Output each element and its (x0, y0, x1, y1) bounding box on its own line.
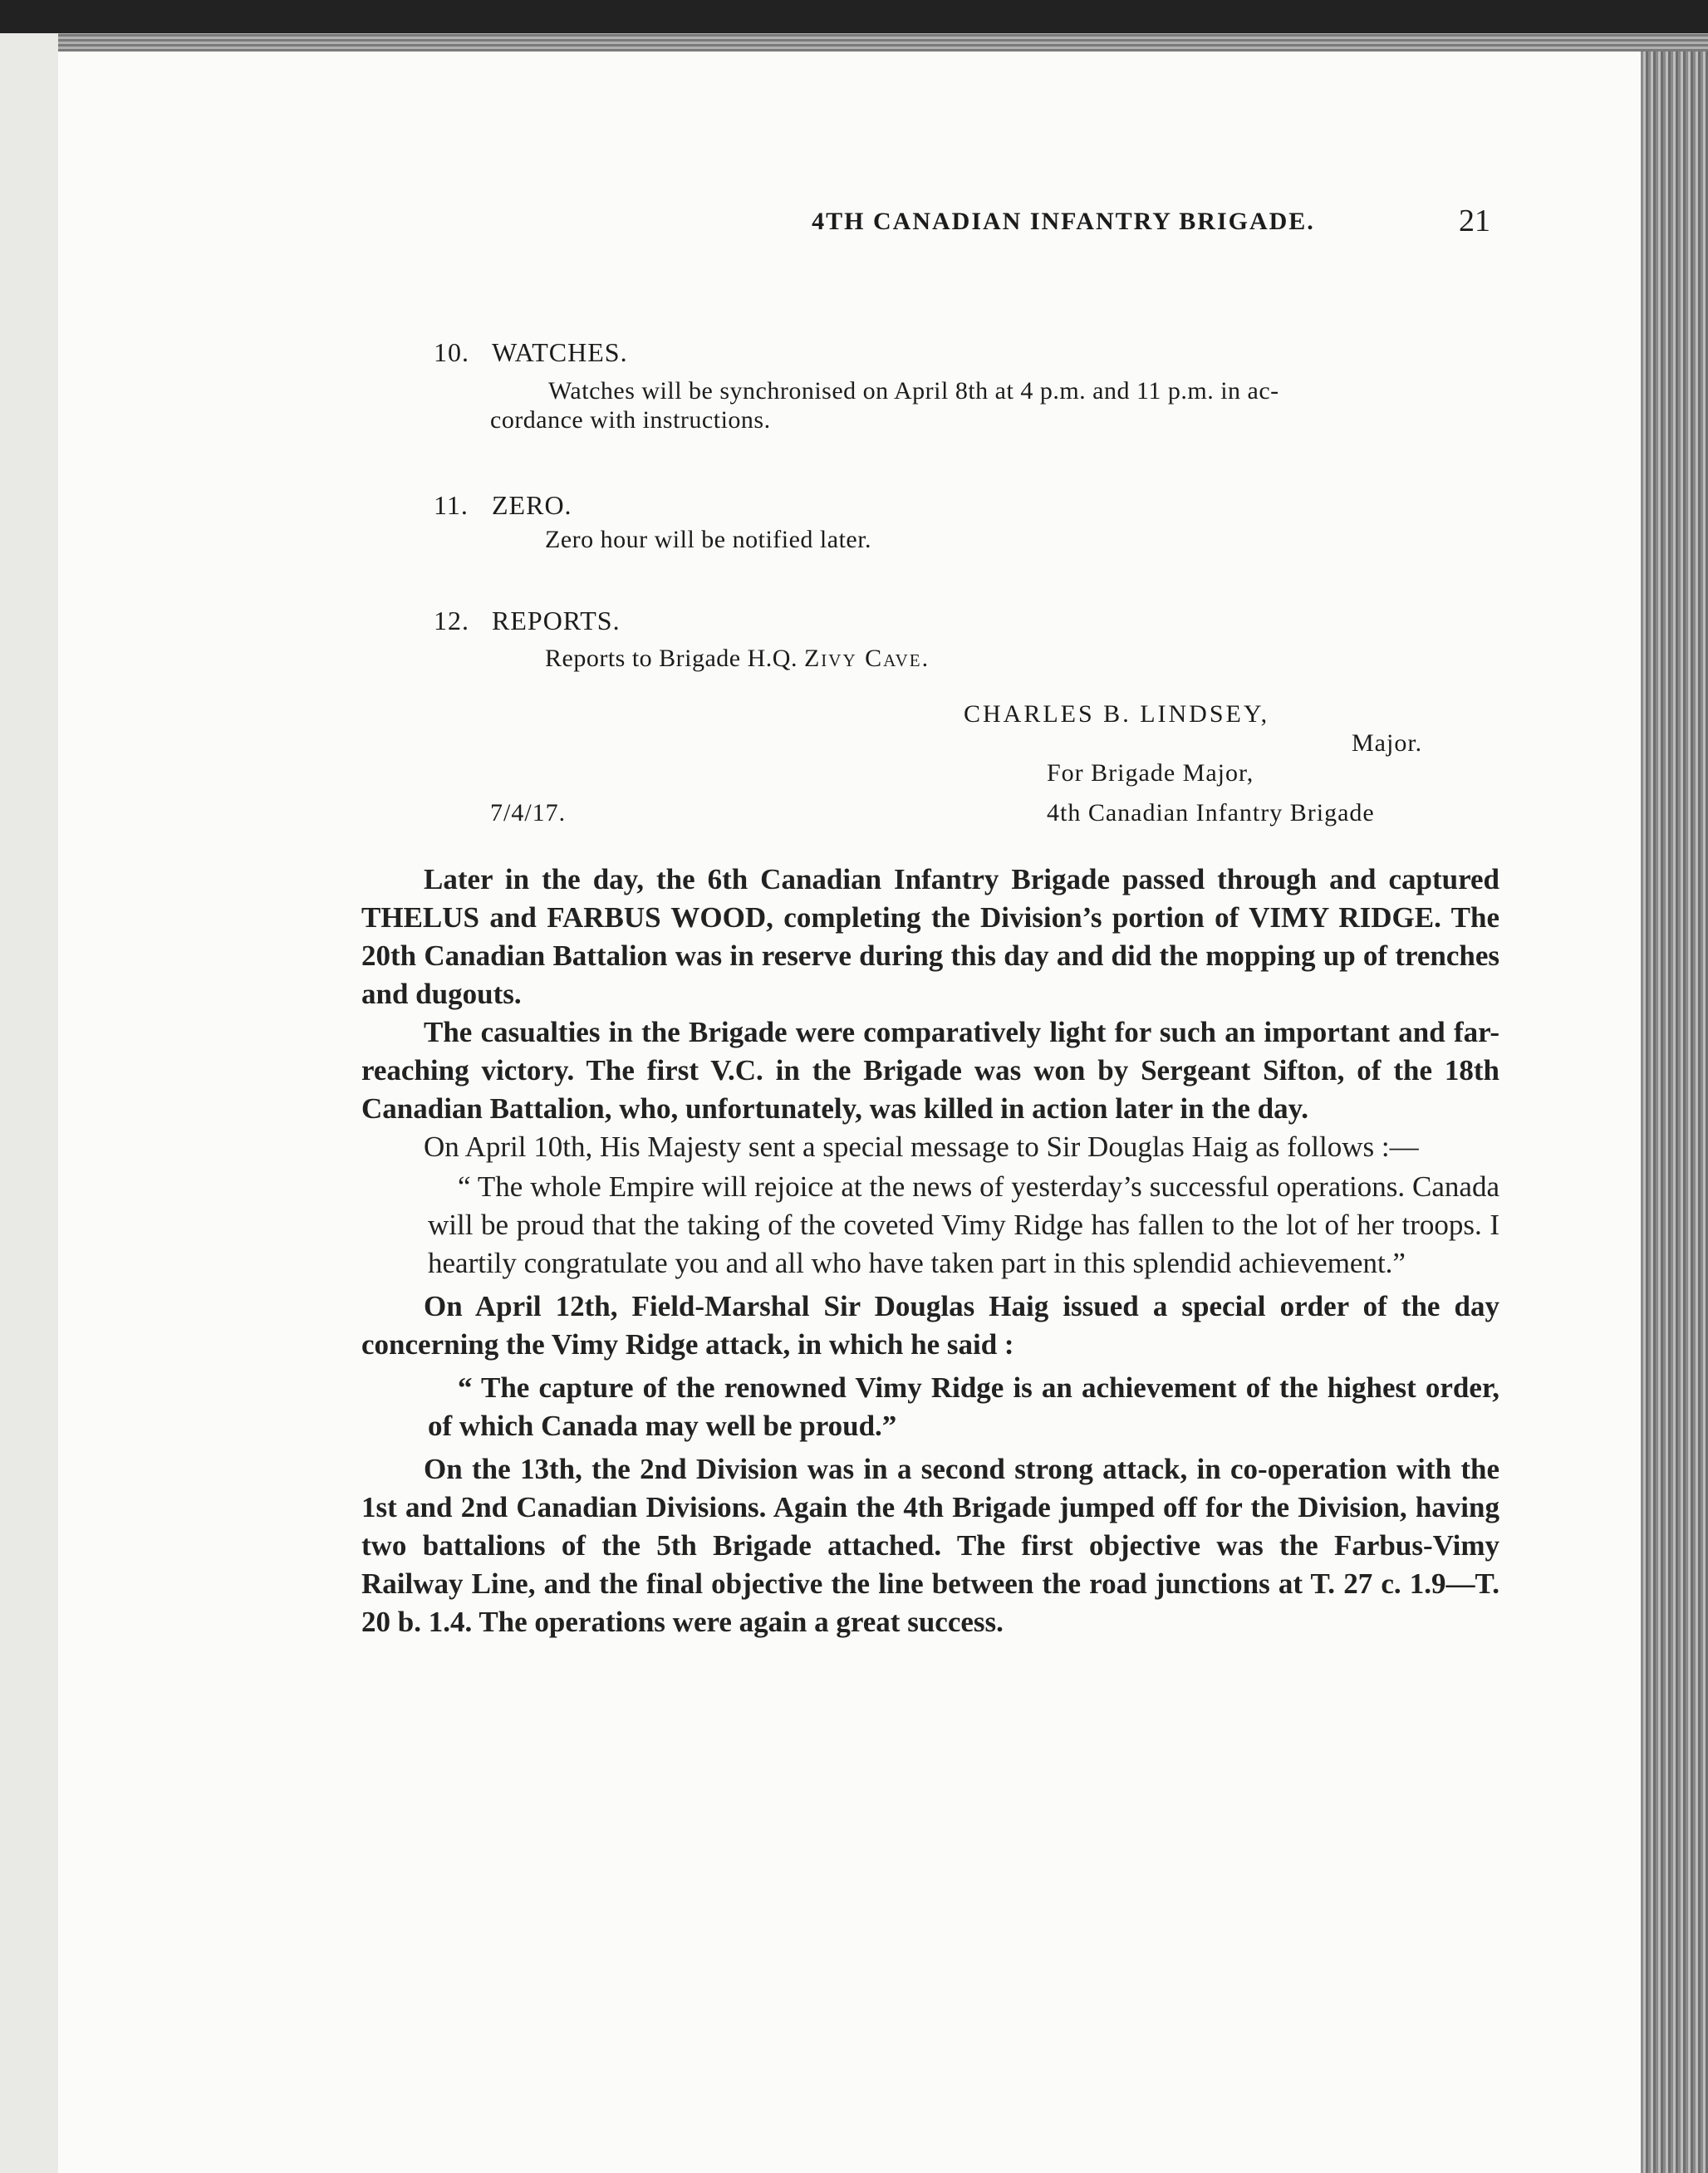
order-text: Reports to Brigade H.Q. (545, 645, 804, 672)
narrative-text (361, 861, 1499, 1641)
page-number: 21 (1459, 204, 1490, 238)
order-number: 10. (434, 337, 469, 367)
order-heading-watches (434, 337, 628, 368)
paragraph: On April 10th, His Majesty sent a special message to Sir Douglas Haig as follows :— (424, 1131, 1419, 1163)
order-number: 11. (434, 490, 469, 520)
order-title: WATCHES. (492, 337, 628, 367)
book-fore-edge (1641, 52, 1708, 2173)
quotation: “ The whole Empire will rejoice at the news of yesterday’s successful operations. Canada will be proud that the taking of the coveted Vimy Ridge has fallen to the lot of her troops. I heartily congratulate you and all who have taken part in this splendid achievement.” (428, 1170, 1499, 1279)
order-title: ZERO. (492, 490, 572, 520)
paragraph: The casualties in the Brigade were comparatively light for such an important and far-reaching victory. The first V.C. in the Brigade was won by Sergeant Sifton, of the 18th Canadian Battalion, who, unfortunately, was killed in action later in the day. (361, 1016, 1499, 1125)
paragraph: Later in the day, the 6th Canadian Infantry Brigade passed through and captured THELUS and FARBUS WOOD, completing the Division’s portion of VIMY RIDGE. The 20th Canadian Battalion was in reserve during this day and did the mopping up of trenches and dugouts. (361, 863, 1499, 1010)
order-heading-zero (434, 490, 572, 521)
signature-rank: Major. (1352, 729, 1423, 757)
order-text-line: cordance with instructions. (490, 406, 771, 434)
signature-unit: 4th Canadian Infantry Brigade (1047, 799, 1375, 827)
running-title: 4TH CANADIAN INFANTRY BRIGADE. (812, 208, 1315, 235)
quotation: “ The capture of the renowned Vimy Ridge is an achievement of the highest order, of which Canada may well be proud.” (428, 1371, 1499, 1442)
signature-for-line: For Brigade Major, (1047, 759, 1254, 787)
order-text-line: Zero hour will be notified later. (545, 526, 872, 553)
order-heading-reports (434, 606, 621, 636)
book-top-edge (58, 33, 1708, 52)
facing-page-edge (0, 33, 61, 2173)
paragraph: On April 12th, Field-Marshal Sir Douglas Haig issued a special order of the day concerning the Vimy Ridge attack, in which he said : (361, 1290, 1499, 1361)
paragraph: On the 13th, the 2nd Division was in a second strong attack, in co-operation with the 1st and 2nd Canadian Divisions. Again the 4th Brigade jumped off for the Division, having two battalions of the 5th Brigade attached. The first objective was the Farbus-Vimy Railway Line, and the final objective the line between the road junctions at T. 27 c. 1.9—T. 20 b. 1.4. The operations were again a great success. (361, 1453, 1499, 1638)
order-date: 7/4/17. (490, 799, 567, 827)
order-title: REPORTS. (492, 606, 621, 635)
order-text-line (545, 645, 930, 673)
signature-name: CHARLES B. LINDSEY, (964, 700, 1270, 728)
order-text-line: Watches will be synchronised on April 8th at 4 p.m. and 11 p.m. in ac- (548, 377, 1279, 405)
order-number: 12. (434, 606, 469, 635)
order-text-small-caps: Zivy Cave. (803, 645, 930, 672)
